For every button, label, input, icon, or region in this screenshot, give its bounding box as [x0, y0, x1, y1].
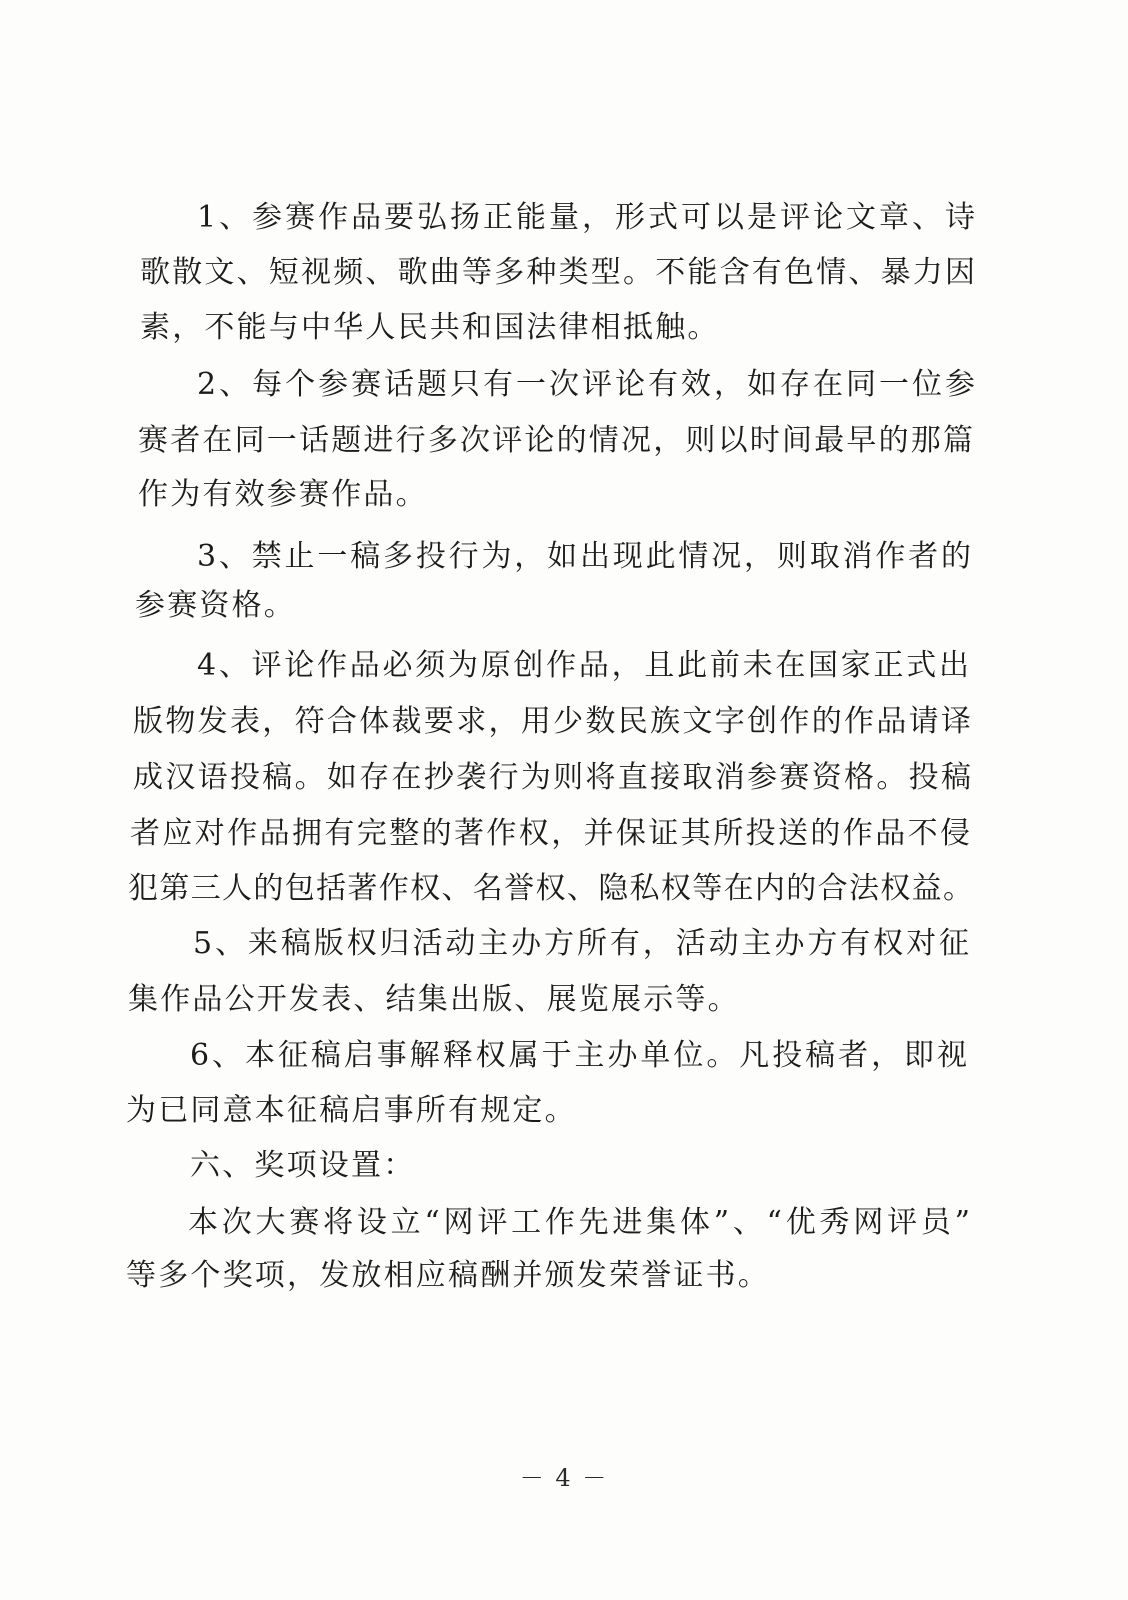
- text-line: 4、评论作品必须为原创作品，且此前未在国家正式出: [197, 648, 969, 683]
- text-line: 者应对作品拥有完整的著作权，并保证其所投送的作品不侵: [130, 816, 970, 851]
- text-line: 6、本征稿启事解释权属于主办单位。凡投稿者，即视: [190, 1038, 967, 1073]
- text-line: 参赛资格。: [135, 588, 296, 623]
- text-line: 成汉语投稿。如存在抄袭行为则将直接取消参赛资格。投稿: [133, 760, 971, 795]
- text-line: 本次大赛将设立“网评工作先进集体”、“优秀网评员”: [188, 1205, 970, 1240]
- text-line: 作为有效参赛作品。: [138, 477, 428, 512]
- text-line: 版物发表，符合体裁要求，用少数民族文字创作的作品请译: [133, 704, 971, 739]
- text-line: 素，不能与中华人民共和国法律相抵触。: [140, 310, 720, 345]
- section-heading: 六、奖项设置：: [190, 1148, 416, 1183]
- text-line: 5、来稿版权归活动主办方所有，活动主办方有权对征: [193, 926, 969, 961]
- text-line: 歌散文、短视频、歌曲等多种类型。不能含有色情、暴力因: [140, 255, 975, 290]
- text-line: 犯第三人的包括著作权、名誉权、隐私权等在内的合法权益。: [128, 871, 973, 906]
- page-number: － 4 －: [519, 1464, 609, 1492]
- text-line: 3、禁止一稿多投行为，如出现此情况，则取消作者的: [197, 539, 971, 574]
- text-line: 为已同意本征稿启事所有规定。: [126, 1093, 577, 1128]
- text-line: 赛者在同一话题进行多次评论的情况，则以时间最早的那篇: [138, 423, 973, 458]
- text-line: 集作品公开发表、结集出版、展览展示等。: [128, 982, 740, 1017]
- text-line: 1、参赛作品要弘扬正能量，形式可以是评论文章、诗: [197, 200, 975, 235]
- text-line: 等多个奖项，发放相应稿酬并颁发荣誉证书。: [126, 1258, 770, 1293]
- text-line: 2、每个参赛话题只有一次评论有效，如存在同一位参: [197, 367, 975, 402]
